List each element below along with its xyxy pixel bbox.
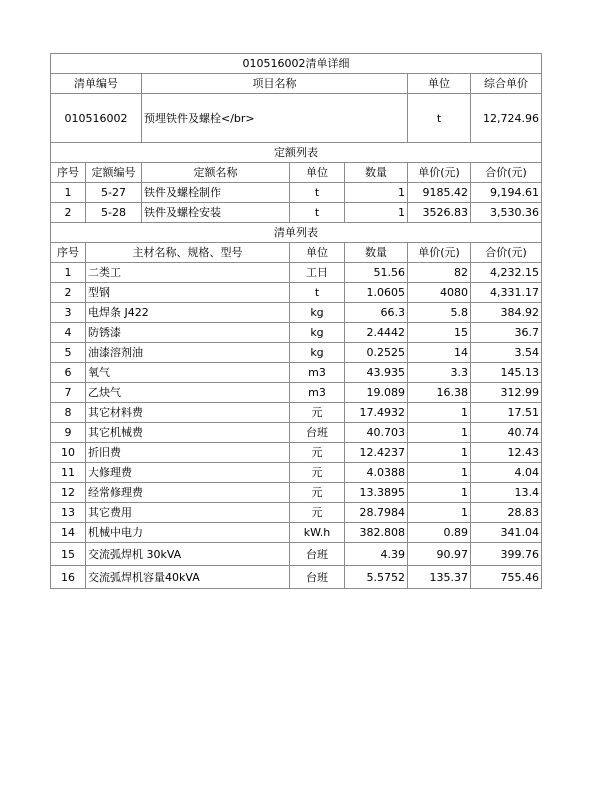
material-total: 755.46 xyxy=(471,566,542,589)
quota-code: 5-27 xyxy=(86,183,142,203)
material-total: 40.74 xyxy=(471,423,542,443)
material-unit: 元 xyxy=(290,503,345,523)
material-price: 1 xyxy=(408,443,471,463)
materials-header-total: 合价(元) xyxy=(471,243,542,263)
quota-no: 2 xyxy=(51,203,86,223)
material-qty: 4.39 xyxy=(345,543,408,566)
material-price: 1 xyxy=(408,403,471,423)
quota-header-no: 序号 xyxy=(51,163,86,183)
material-qty: 19.089 xyxy=(345,383,408,403)
material-row xyxy=(51,483,542,503)
material-qty: 0.2525 xyxy=(345,343,408,363)
material-unit: 台班 xyxy=(290,566,345,589)
material-unit: 元 xyxy=(290,443,345,463)
material-row xyxy=(51,383,542,403)
material-unit: kg xyxy=(290,303,345,323)
material-unit: 元 xyxy=(290,403,345,423)
material-total: 399.76 xyxy=(471,543,542,566)
material-row xyxy=(51,323,542,343)
material-price: 4080 xyxy=(408,283,471,303)
material-name: 乙炔气 xyxy=(86,383,290,403)
material-total: 28.83 xyxy=(471,503,542,523)
material-row xyxy=(51,263,542,283)
material-price: 14 xyxy=(408,343,471,363)
material-row xyxy=(51,423,542,443)
material-row xyxy=(51,523,542,543)
material-name: 交流弧焊机容量40kVA xyxy=(86,566,290,589)
material-no: 12 xyxy=(51,483,86,503)
quota-header-unit: 单位 xyxy=(290,163,345,183)
material-qty: 17.4932 xyxy=(345,403,408,423)
material-price: 1 xyxy=(408,423,471,443)
materials-header-unit: 单位 xyxy=(290,243,345,263)
quota-header-qty: 数量 xyxy=(345,163,408,183)
material-name: 其它机械费 xyxy=(86,423,290,443)
material-name: 折旧费 xyxy=(86,443,290,463)
material-row xyxy=(51,503,542,523)
material-no: 10 xyxy=(51,443,86,463)
material-unit: m3 xyxy=(290,363,345,383)
material-unit: kg xyxy=(290,323,345,343)
material-no: 6 xyxy=(51,363,86,383)
material-no: 1 xyxy=(51,263,86,283)
material-row xyxy=(51,463,542,483)
materials-header-no: 序号 xyxy=(51,243,86,263)
material-total: 384.92 xyxy=(471,303,542,323)
material-total: 4,232.15 xyxy=(471,263,542,283)
material-row xyxy=(51,543,542,566)
material-unit: 台班 xyxy=(290,543,345,566)
material-no: 4 xyxy=(51,323,86,343)
material-no: 15 xyxy=(51,543,86,566)
material-qty: 66.3 xyxy=(345,303,408,323)
material-row xyxy=(51,566,542,589)
quota-total: 3,530.36 xyxy=(471,203,542,223)
material-qty: 5.5752 xyxy=(345,566,408,589)
material-row xyxy=(51,343,542,363)
material-unit: kg xyxy=(290,343,345,363)
material-total: 17.51 xyxy=(471,403,542,423)
material-name: 二类工 xyxy=(86,263,290,283)
quota-price: 3526.83 xyxy=(408,203,471,223)
material-name: 电焊条 J422 xyxy=(86,303,290,323)
material-qty: 43.935 xyxy=(345,363,408,383)
quota-price: 9185.42 xyxy=(408,183,471,203)
summary-header-code: 清单编号 xyxy=(51,74,142,94)
quota-unit: t xyxy=(290,203,345,223)
summary-name: 预埋铁件及螺栓</br> xyxy=(142,94,408,143)
material-no: 13 xyxy=(51,503,86,523)
quota-qty: 1 xyxy=(345,183,408,203)
material-name: 油漆溶剂油 xyxy=(86,343,290,363)
materials-header-qty: 数量 xyxy=(345,243,408,263)
material-name: 型钢 xyxy=(86,283,290,303)
material-qty: 4.0388 xyxy=(345,463,408,483)
material-qty: 13.3895 xyxy=(345,483,408,503)
quota-name: 铁件及螺栓安装 xyxy=(142,203,290,223)
material-name: 机械中电力 xyxy=(86,523,290,543)
material-no: 11 xyxy=(51,463,86,483)
material-unit: t xyxy=(290,283,345,303)
material-no: 8 xyxy=(51,403,86,423)
quota-header-price: 单价(元) xyxy=(408,163,471,183)
quota-header-code: 定额编号 xyxy=(86,163,142,183)
material-name: 大修理费 xyxy=(86,463,290,483)
material-no: 14 xyxy=(51,523,86,543)
quota-row xyxy=(51,203,542,223)
materials-header-price: 单价(元) xyxy=(408,243,471,263)
material-no: 5 xyxy=(51,343,86,363)
material-qty: 40.703 xyxy=(345,423,408,443)
materials-header-name: 主材名称、规格、型号 xyxy=(86,243,290,263)
material-price: 82 xyxy=(408,263,471,283)
material-price: 1 xyxy=(408,503,471,523)
material-price: 16.38 xyxy=(408,383,471,403)
summary-header-unit: 单位 xyxy=(408,74,471,94)
material-name: 防锈漆 xyxy=(86,323,290,343)
material-unit: 台班 xyxy=(290,423,345,443)
quota-row xyxy=(51,183,542,203)
material-price: 0.89 xyxy=(408,523,471,543)
material-qty: 2.4442 xyxy=(345,323,408,343)
quota-qty: 1 xyxy=(345,203,408,223)
quota-total: 9,194.61 xyxy=(471,183,542,203)
material-row xyxy=(51,303,542,323)
material-total: 36.7 xyxy=(471,323,542,343)
quota-header-total: 合价(元) xyxy=(471,163,542,183)
summary-code: 010516002 xyxy=(51,94,142,143)
material-price: 1 xyxy=(408,483,471,503)
material-price: 5.8 xyxy=(408,303,471,323)
material-total: 13.4 xyxy=(471,483,542,503)
material-unit: m3 xyxy=(290,383,345,403)
summary-unit: t xyxy=(408,94,471,143)
material-total: 4,331.17 xyxy=(471,283,542,303)
material-row xyxy=(51,403,542,423)
material-row xyxy=(51,443,542,463)
summary-header-price: 综合单价 xyxy=(471,74,542,94)
material-price: 90.97 xyxy=(408,543,471,566)
material-name: 其它费用 xyxy=(86,503,290,523)
quota-header-name: 定额名称 xyxy=(142,163,290,183)
material-total: 312.99 xyxy=(471,383,542,403)
material-no: 16 xyxy=(51,566,86,589)
material-no: 2 xyxy=(51,283,86,303)
material-unit: 元 xyxy=(290,483,345,503)
summary-header-name: 项目名称 xyxy=(142,74,408,94)
quota-section-title: 定额列表 xyxy=(51,143,542,163)
page-title: 010516002清单详细 xyxy=(51,54,542,74)
material-price: 1 xyxy=(408,463,471,483)
materials-section-title: 清单列表 xyxy=(51,223,542,243)
material-unit: 工日 xyxy=(290,263,345,283)
material-total: 3.54 xyxy=(471,343,542,363)
quota-no: 1 xyxy=(51,183,86,203)
bill-detail-table xyxy=(50,53,542,589)
material-no: 7 xyxy=(51,383,86,403)
material-no: 3 xyxy=(51,303,86,323)
material-total: 12.43 xyxy=(471,443,542,463)
material-no: 9 xyxy=(51,423,86,443)
material-name: 交流弧焊机 30kVA xyxy=(86,543,290,566)
quota-code: 5-28 xyxy=(86,203,142,223)
material-qty: 28.7984 xyxy=(345,503,408,523)
summary-price: 12,724.96 xyxy=(471,94,542,143)
material-price: 3.3 xyxy=(408,363,471,383)
material-row xyxy=(51,283,542,303)
material-unit: kW.h xyxy=(290,523,345,543)
material-qty: 51.56 xyxy=(345,263,408,283)
material-qty: 382.808 xyxy=(345,523,408,543)
material-qty: 12.4237 xyxy=(345,443,408,463)
material-row xyxy=(51,363,542,383)
material-name: 其它材料费 xyxy=(86,403,290,423)
material-price: 15 xyxy=(408,323,471,343)
material-price: 135.37 xyxy=(408,566,471,589)
material-name: 经常修理费 xyxy=(86,483,290,503)
material-total: 145.13 xyxy=(471,363,542,383)
material-total: 341.04 xyxy=(471,523,542,543)
quota-unit: t xyxy=(290,183,345,203)
material-unit: 元 xyxy=(290,463,345,483)
material-name: 氧气 xyxy=(86,363,290,383)
material-qty: 1.0605 xyxy=(345,283,408,303)
material-total: 4.04 xyxy=(471,463,542,483)
quota-name: 铁件及螺栓制作 xyxy=(142,183,290,203)
